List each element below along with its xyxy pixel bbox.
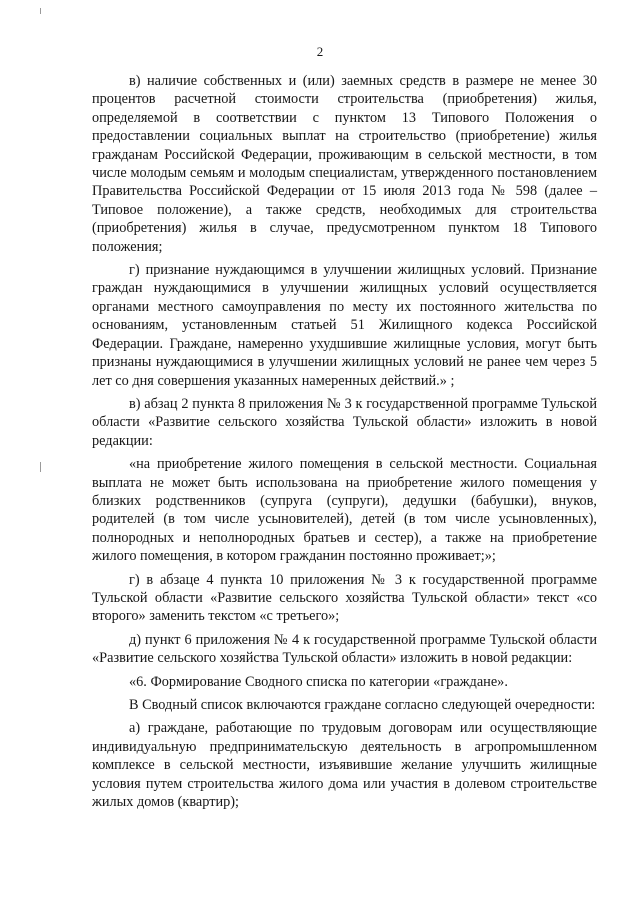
paragraph-a-eligible-citizens: а) граждане, работающие по трудовым договорам или осуществляющие индивидуальную предпринимательскую деятельность в агропромышленном комплексе в сельской местности, изъявившие желание улучшить жилищные условия путем строительства жилого дома или участия в долевом строительстве жилых домов (квартир);: [92, 720, 597, 811]
paragraph-g-amend-item-10: г) в абзаце 4 пункта 10 приложения № 3 к государственной программе Тульской области «Развитие сельского хозяйства Тульской области» текст «со второго» заменить текстом «с третьего»;: [92, 571, 597, 625]
scan-edge-mark-top: [40, 8, 41, 14]
paragraph-g-housing-need: г) признание нуждающимся в улучшении жилищных условий. Признание граждан нуждающимися в улучшении жилищных условий осуществляется органами местного самоуправления по месту их постоянного жительства по основаниям, установленным статьей 51 Жилищного кодекса Российской Федерации. Граждане, намеренно ухудшившие жилищные условия, могут быть признаны нуждающимися в улучшении жилищных условий не ранее чем через 5 лет со дня совершения указанных намеренных действий.» ;: [92, 262, 597, 389]
paragraph-d-amend-item-6: д) пункт 6 приложения № 4 к государственной программе Тульской области «Развитие сельского хозяйства Тульской области» изложить в новой редакции:: [92, 631, 597, 667]
paragraph-section-6-heading: «6. Формирование Сводного списка по категории «граждане».: [129, 673, 508, 690]
paragraph-v-own-funds: в) наличие собственных и (или) заемных средств в размере не менее 30 процентов расчетной стоимости строительства (приобретения) жилья, определяемой в соответствии с пунктом 13 Типового Положения о предоставлении социальных выплат на строительство (приобретение) жилья гражданам Российской Федерации, проживающим в сельской местности, в том числе молодым семьям и молодым специалистам, утвержденного постановлением Правительства Российской Федерации от 15 июля 2013 года № 598 (далее – Типовое положение), а также средств, необходимых для строительства (приобретения) жилья в случае, предусмотренном пунктом 18 Типового положения;: [92, 73, 597, 255]
paragraph-quoted-new-wording: «на приобретение жилого помещения в сельской местности. Социальная выплата не может быть использована на приобретение жилого помещения у близких родственников (супруга (супруги), дедушки (бабушки), внуков, родителей (в том числе усыновителей), детей (в том числе усыновленных), полнородных и неполнородных братьев и сестер), а также на приобретение жилого помещения, в котором гражданин постоянно проживает;»;: [92, 456, 597, 565]
scan-edge-mark-left: [40, 462, 41, 472]
document-body: [92, 72, 597, 811]
paragraph-v-amend-item-8: в) абзац 2 пункта 8 приложения № 3 к государственной программе Тульской области «Развитие сельского хозяйства Тульской области» изложить в новой редакции:: [92, 395, 597, 449]
paragraph-summary-list-order: В Сводный список включаются граждане согласно следующей очередности:: [129, 697, 596, 713]
page-number: 2: [316, 44, 324, 59]
